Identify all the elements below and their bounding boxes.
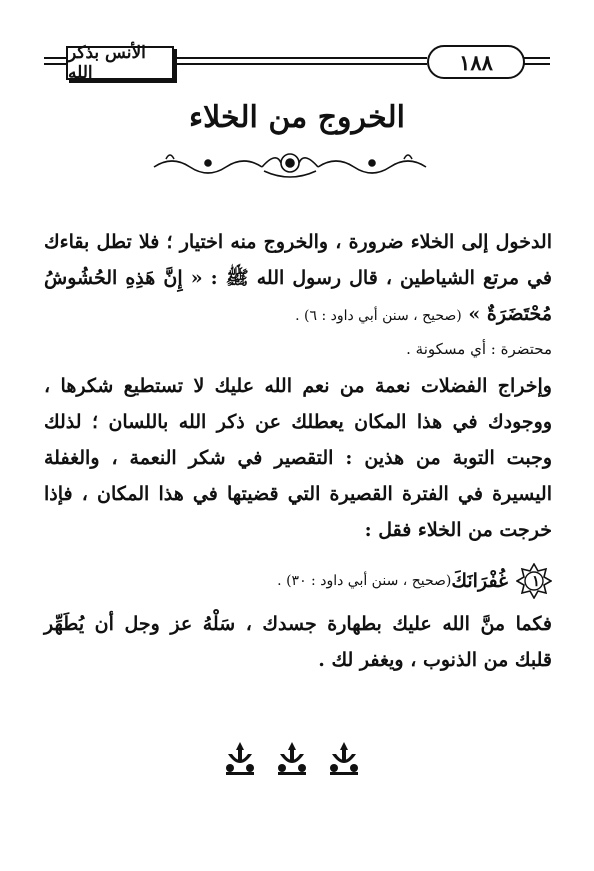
paragraph-3 [44, 606, 552, 678]
footnote-line [44, 338, 552, 360]
header-rule-middle-2 [174, 63, 427, 65]
header-rule-right-2 [521, 63, 550, 65]
header-rule-middle [174, 57, 427, 59]
header-rule-left [44, 57, 66, 59]
dua-number: ١ [531, 572, 540, 590]
header-rule-left-2 [44, 63, 66, 65]
paragraph-2 [44, 368, 552, 548]
title-ornament-icon [152, 145, 428, 181]
page-number: ١٨٨ [427, 45, 525, 79]
p3-text: فكما منَّ الله عليك بطهارة جسدك ، سَلْهُ عز وجل أن يُطَهِّر قلبك من الذنوب ، ويغفر لك . [44, 613, 552, 671]
section-end-ornament-icon [218, 738, 368, 778]
p1-close: » [461, 303, 481, 325]
dua-line [44, 563, 552, 599]
p2-text: وإخراج الفضلات نعمة من نعم الله عليك لا تستطيع شكرها ، ووجودك في هذا المكان يعطلك عن ذكر الله باللسان ؛ لذلك وجبت التوبة من هذين : التقصير في شكر النعمة ، والغفلة اليسيرة في الفترة القصيرة التي قضيتها في هذا المكان ، فإذا خرجت من الخلاء فقل : [44, 375, 552, 541]
note-text: محتضرة : أي مسكونة . [406, 340, 552, 358]
dua-source: (صحيح ، سنن أبي داود : ٣٠) . [277, 573, 452, 589]
section-title: الخروج من الخلاء [189, 100, 405, 135]
page-header [44, 42, 550, 82]
book-title: الأنس بذكر الله [66, 46, 174, 80]
dua-text: غُفْرَانَكَ [451, 570, 508, 592]
p1-text: الدخول إلى الخلاء ضرورة ، والخروج منه اختيار ؛ فلا تطل بقاءك في مرتع الشياطين ، قال رسول الله ﷺ : « [44, 231, 553, 289]
p1-hadith: إِنَّ هَذِهِ الحُشُوشُ مُحْتَضَرَةٌ [44, 267, 552, 325]
paragraph-1 [44, 224, 552, 334]
header-rule-right [521, 57, 550, 59]
p1-source: (صحيح ، سنن أبي داود : ٦) . [295, 308, 462, 324]
